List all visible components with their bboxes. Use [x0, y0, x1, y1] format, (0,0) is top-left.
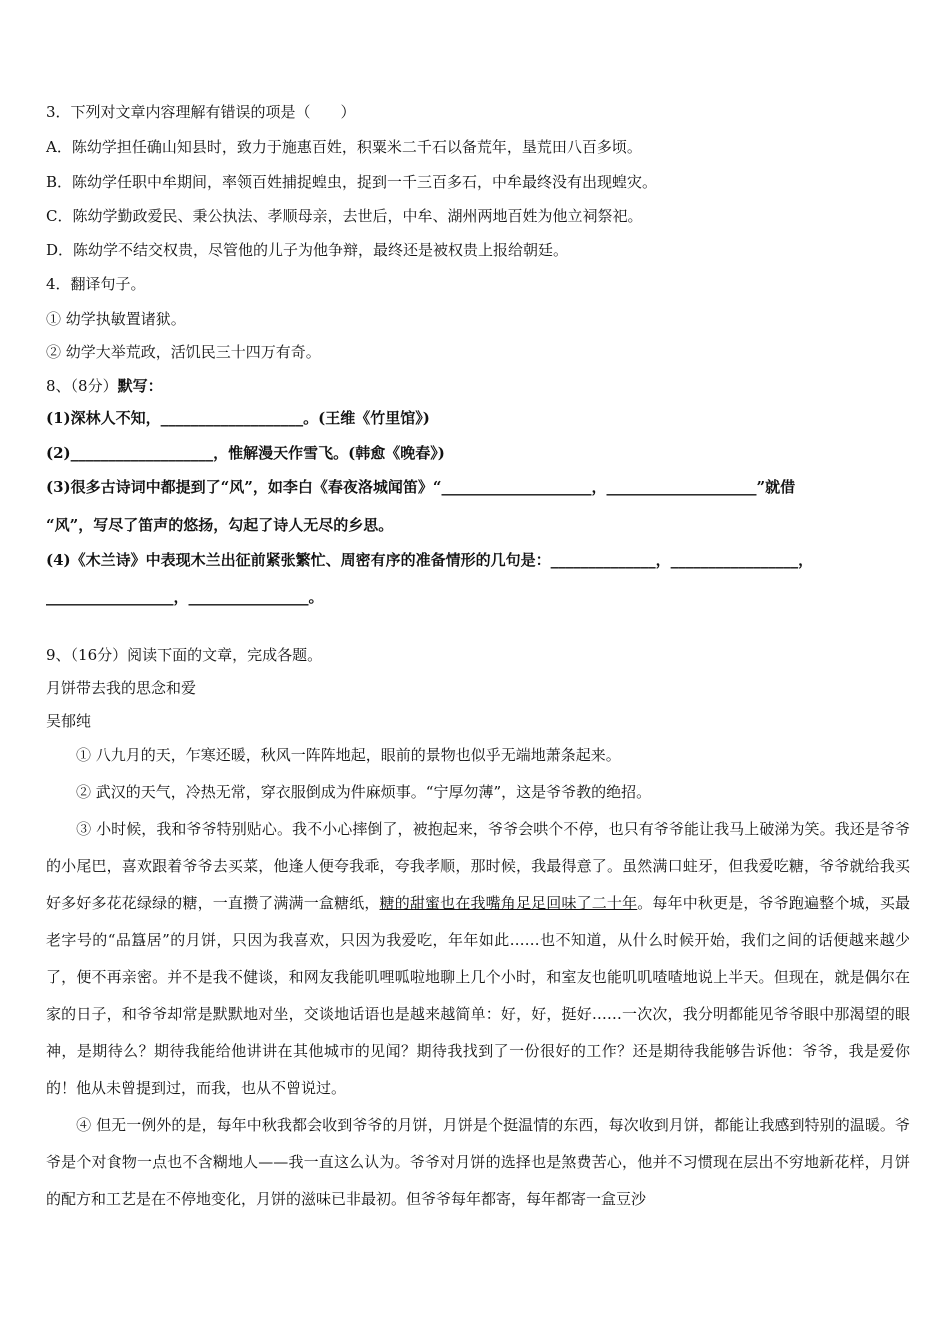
article-paragraph-1: ① 八九月的天，乍寒还暖，秋风一阵阵地起，眼前的景物也似乎无端地萧条起来。 [46, 746, 621, 764]
q4-stem: 4．翻译句子。 [46, 275, 146, 293]
q8-line-1: (1)深林人不知，___________________。(王维《竹里馆》) [46, 409, 430, 427]
paragraph-3-text-b: 。每年中秋更是，爷爷跑遍整个城，买最老字号的“品簋居”的月饼，只因为我喜欢，只因为我爱吃，年年如此……也不知道，从什么时候开始，我们之间的话便越来越少了，便不再亲密。并不是我不健谈，和网友我能叽哩呱啦地聊上几个小时，和室友也能叽叽喳喳地说上半天。但现在，就是偶尔在家的日子，和爷爷却常是默默地对坐，交谈地话语也是越来越简单：好，好，挺好……一次次，我分明都能见爷爷眼中那渴望的眼神，是期待么？期待我能给他讲讲在其他城市的见闻？期待我找到了一份很好的工作？还是期待我能够告诉他：爷爷，我是爱你的！他从未曾提到过，而我，也从不曾说过。 [46, 894, 910, 1097]
q3-stem: 3．下列对文章内容理解有错误的项是（ ） [46, 103, 356, 121]
q9-stem: 9、（16分）阅读下面的文章，完成各题。 [46, 646, 323, 664]
q8-title: 默写： [117, 377, 163, 395]
q4-item-2: ② 幼学大举荒政，活饥民三十四万有奇。 [46, 343, 321, 361]
q8-line-6: _________________，________________。 [46, 588, 324, 606]
article-body [46, 737, 910, 1218]
q8-line-2: (2)___________________，惟解漫天作雪飞。(韩愈《晚春》) [46, 444, 445, 462]
q4-item-1: ① 幼学执敏置诸狱。 [46, 310, 186, 328]
article-title: 月饼带去我的思念和爱 [46, 679, 197, 697]
q8-score: 8、（8分） [46, 377, 118, 395]
underlined-sentence: 糖的甜蜜也在我嘴角足足回味了二十年 [379, 894, 638, 912]
article-paragraph-2: ② 武汉的天气，冷热无常，穿衣服倒成为件麻烦事。“宁厚勿薄”，这是爷爷教的绝招。 [46, 783, 652, 801]
q3-option-b: B．陈幼学任职中牟期间，率领百姓捕捉蝗虫，捉到一千三百多石，中牟最终没有出现蝗灾。 [46, 173, 658, 191]
article-paragraph-4: ④ 但无一例外的是，每年中秋我都会收到爷爷的月饼，月饼是个挺温情的东西，每次收到月饼，都能让我感到特别的温暖。爷爷是个对食物一点也不含糊地人——我一直这么认为。爷爷对月饼的选择也是煞费苦心，他并不习惯现在层出不穷地新花样，月饼的配方和工艺是在不停地变化，月饼的滋味已非最初。但爷爷每年都寄，每年都寄一盒豆沙 [46, 1116, 910, 1208]
q8-line-3: (3)很多古诗词中都提到了“风”，如李白《春夜洛城闻笛》“____________________，____________________”就借 [46, 478, 796, 496]
q3-option-a: A．陈幼学担任确山知县时，致力于施惠百姓，积粟米二千石以备荒年，垦荒田八百多顷。 [46, 138, 642, 156]
article-author: 吴郁纯 [46, 712, 92, 730]
q8-line-4: “风”，写尽了笛声的悠扬，勾起了诗人无尽的乡思。 [46, 516, 394, 534]
paragraph-3-text-a: ③ 小时候，我和爷爷特别贴心。我不小心摔倒了，被抱起来，爷爷会哄个不停，也只有爷爷能让我马上破涕为笑。我还是爷爷的小尾巴，喜欢跟着爷爷去买菜，他逢人便夸我乖，夸我孝顺，那时候，我最得意了。虽然满口蛀牙，但我爱吃糖，爷爷就给我买好多好多花花绿绿的糖，一直攒了满满一盒糖纸， [46, 820, 910, 912]
q3-option-d: D．陈幼学不结交权贵，尽管他的儿子为他争辩，最终还是被权贵上报给朝廷。 [46, 241, 569, 259]
article-paragraph-3 [46, 811, 910, 1107]
q3-option-c: C．陈幼学勤政爱民、秉公执法、孝顺母亲，去世后，中牟、湖州两地百姓为他立祠祭祀。 [46, 207, 643, 225]
q8-header [46, 376, 163, 396]
q8-line-5: (4)《木兰诗》中表现木兰出征前紧张繁忙、周密有序的准备情形的几句是：______________，_________________， [46, 551, 814, 569]
